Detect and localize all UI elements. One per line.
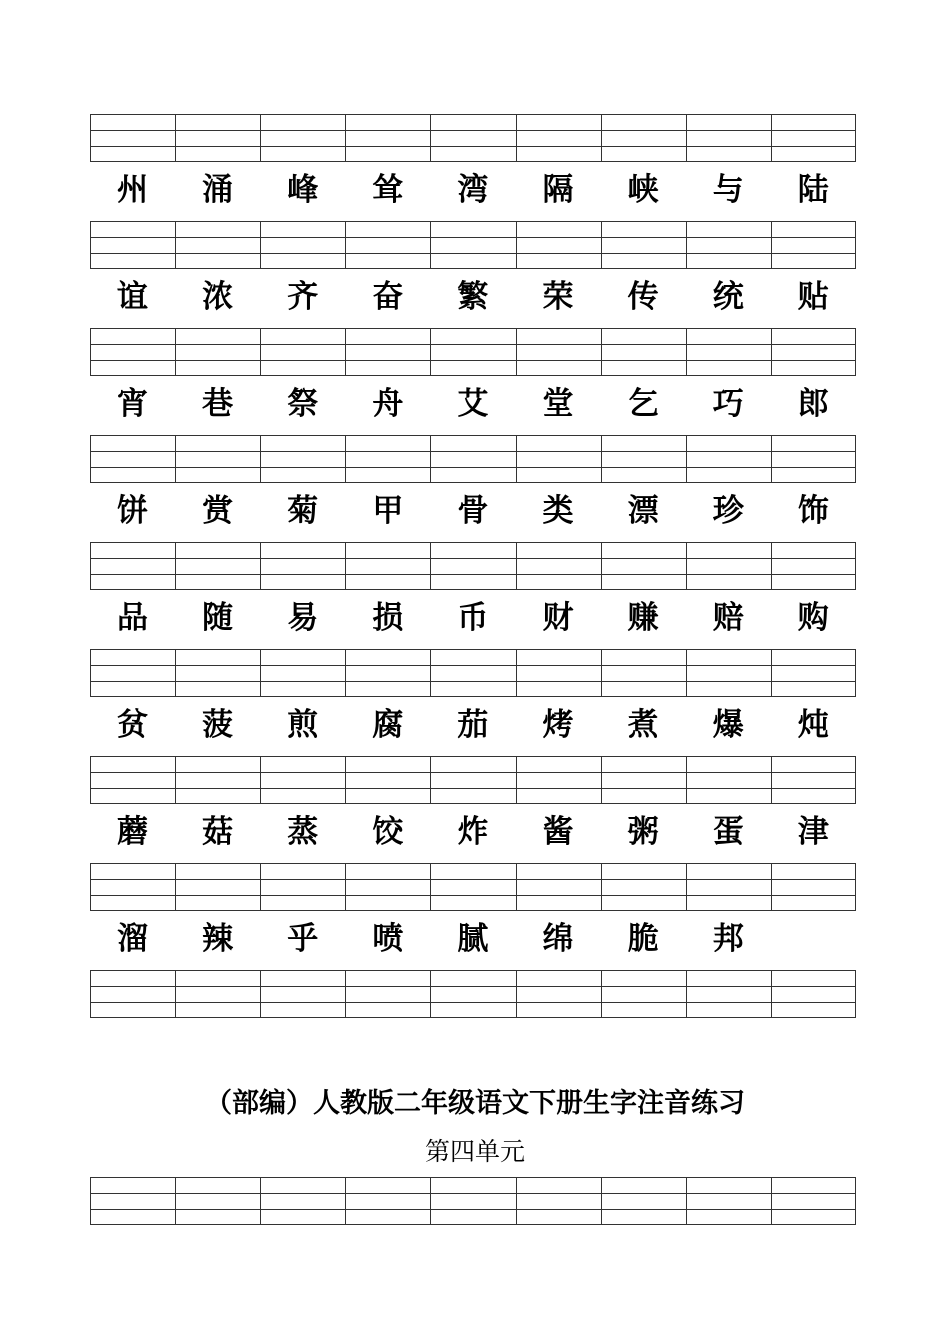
grid-line <box>686 864 687 910</box>
grid-line <box>175 329 176 375</box>
character-cell: 漂 <box>627 492 659 529</box>
grid-line <box>771 650 772 696</box>
grid-line <box>91 1193 855 1194</box>
grid-line <box>771 1178 772 1224</box>
grid-line <box>345 543 346 589</box>
character-cell: 粥 <box>627 813 659 850</box>
character-cell: 财 <box>542 599 574 636</box>
pinyin-grid <box>90 756 856 804</box>
grid-line <box>91 558 855 559</box>
grid-line <box>771 436 772 482</box>
grid-line <box>91 451 855 452</box>
grid-line <box>430 329 431 375</box>
character-cell: 齐 <box>287 278 319 315</box>
character-cell: 币 <box>457 599 489 636</box>
character-row <box>90 806 856 858</box>
grid-line <box>260 971 261 1017</box>
character-cell: 茄 <box>457 706 489 743</box>
grid-line <box>345 864 346 910</box>
character-cell: 荣 <box>542 278 574 315</box>
character-cell: 堂 <box>542 385 574 422</box>
character-cell: 菊 <box>287 492 319 529</box>
character-row <box>90 913 856 965</box>
grid-line <box>601 971 602 1017</box>
grid-line <box>771 543 772 589</box>
grid-line <box>345 329 346 375</box>
grid-line <box>175 971 176 1017</box>
character-cell: 购 <box>797 599 829 636</box>
grid-line <box>601 436 602 482</box>
character-cell: 乞 <box>627 385 659 422</box>
character-cell: 乎 <box>287 920 319 957</box>
grid-line <box>686 436 687 482</box>
character-cell: 喷 <box>372 920 404 957</box>
grid-line <box>91 681 855 682</box>
grid-line <box>91 146 855 147</box>
character-cell: 饰 <box>797 492 829 529</box>
character-cell <box>771 913 856 965</box>
grid-line <box>345 436 346 482</box>
character-cell: 绵 <box>542 920 574 957</box>
grid-line <box>260 650 261 696</box>
character-cell: 煎 <box>287 706 319 743</box>
grid-line <box>345 757 346 803</box>
character-cell: 艾 <box>457 385 489 422</box>
character-cell: 祭 <box>287 385 319 422</box>
character-cell: 饼 <box>117 492 149 529</box>
grid-line <box>601 650 602 696</box>
character-cell: 损 <box>372 599 404 636</box>
grid-line <box>260 436 261 482</box>
grid-line <box>91 574 855 575</box>
grid-line <box>345 650 346 696</box>
pinyin-grid <box>90 1177 856 1225</box>
grid-line <box>345 222 346 268</box>
character-cell: 溜 <box>117 920 149 957</box>
grid-line <box>91 788 855 789</box>
grid-line <box>91 895 855 896</box>
grid-line <box>516 436 517 482</box>
grid-line <box>91 237 855 238</box>
character-cell: 腻 <box>457 920 489 957</box>
pinyin-grid <box>90 114 856 162</box>
character-cell: 爆 <box>712 706 744 743</box>
grid-line <box>345 1178 346 1224</box>
grid-line <box>91 665 855 666</box>
character-cell: 蛋 <box>712 813 744 850</box>
grid-line <box>686 543 687 589</box>
character-cell: 邦 <box>712 920 744 957</box>
grid-line <box>91 253 855 254</box>
grid-line <box>686 115 687 161</box>
grid-line <box>686 971 687 1017</box>
grid-line <box>601 757 602 803</box>
character-cell: 炸 <box>457 813 489 850</box>
grid-line <box>516 115 517 161</box>
grid-line <box>175 436 176 482</box>
grid-line <box>91 1002 855 1003</box>
grid-line <box>516 543 517 589</box>
character-cell: 脆 <box>627 920 659 957</box>
character-cell: 蒸 <box>287 813 319 850</box>
grid-line <box>430 864 431 910</box>
character-cell: 菠 <box>202 706 234 743</box>
character-cell: 贫 <box>117 706 149 743</box>
grid-line <box>601 115 602 161</box>
character-cell: 赏 <box>202 492 234 529</box>
grid-line <box>430 1178 431 1224</box>
character-cell: 陆 <box>797 171 829 208</box>
pinyin-grid <box>90 649 856 697</box>
grid-line <box>430 115 431 161</box>
grid-line <box>601 543 602 589</box>
grid-line <box>260 1178 261 1224</box>
character-cell: 谊 <box>117 278 149 315</box>
character-cell: 峰 <box>287 171 319 208</box>
grid-line <box>430 971 431 1017</box>
character-row <box>90 699 856 751</box>
grid-line <box>430 650 431 696</box>
pinyin-grid <box>90 221 856 269</box>
character-cell: 随 <box>202 599 234 636</box>
grid-line <box>601 864 602 910</box>
grid-line <box>686 650 687 696</box>
grid-line <box>260 115 261 161</box>
grid-line <box>601 1178 602 1224</box>
character-cell: 巷 <box>202 385 234 422</box>
character-cell: 贴 <box>797 278 829 315</box>
grid-line <box>175 1178 176 1224</box>
pinyin-grid <box>90 970 856 1018</box>
character-cell: 炖 <box>797 706 829 743</box>
grid-line <box>91 360 855 361</box>
character-cell: 涌 <box>202 171 234 208</box>
character-cell: 宵 <box>117 385 149 422</box>
grid-line <box>345 971 346 1017</box>
grid-line <box>771 329 772 375</box>
character-cell: 蘑 <box>117 813 149 850</box>
grid-line <box>771 757 772 803</box>
grid-line <box>686 1178 687 1224</box>
grid-line <box>601 329 602 375</box>
character-row <box>90 378 856 430</box>
grid-line <box>430 222 431 268</box>
grid-line <box>260 864 261 910</box>
character-cell: 耸 <box>372 171 404 208</box>
grid-line <box>516 222 517 268</box>
grid-line <box>686 329 687 375</box>
grid-line <box>91 772 855 773</box>
character-cell: 甲 <box>372 492 404 529</box>
grid-line <box>771 115 772 161</box>
character-cell: 赚 <box>627 599 659 636</box>
grid-line <box>91 1209 855 1210</box>
character-cell: 峡 <box>627 171 659 208</box>
grid-line <box>91 986 855 987</box>
character-cell: 菇 <box>202 813 234 850</box>
grid-line <box>516 1178 517 1224</box>
grid-line <box>516 329 517 375</box>
character-cell: 煮 <box>627 706 659 743</box>
grid-line <box>771 864 772 910</box>
character-cell: 隔 <box>542 171 574 208</box>
grid-line <box>260 222 261 268</box>
grid-line <box>91 344 855 345</box>
character-cell: 繁 <box>457 278 489 315</box>
grid-line <box>771 222 772 268</box>
grid-line <box>601 222 602 268</box>
character-cell: 腐 <box>372 706 404 743</box>
character-cell: 易 <box>287 599 319 636</box>
character-cell: 州 <box>117 171 149 208</box>
grid-line <box>516 757 517 803</box>
grid-line <box>686 757 687 803</box>
pinyin-grid <box>90 542 856 590</box>
character-cell: 湾 <box>457 171 489 208</box>
character-cell: 巧 <box>712 385 744 422</box>
grid-line <box>516 650 517 696</box>
pinyin-grid <box>90 435 856 483</box>
character-cell: 舟 <box>372 385 404 422</box>
character-cell: 类 <box>542 492 574 529</box>
character-cell: 津 <box>797 813 829 850</box>
character-cell: 奋 <box>372 278 404 315</box>
character-cell: 统 <box>712 278 744 315</box>
character-cell: 赔 <box>712 599 744 636</box>
character-cell: 浓 <box>202 278 234 315</box>
grid-line <box>91 467 855 468</box>
character-row <box>90 271 856 323</box>
character-cell: 酱 <box>542 813 574 850</box>
pinyin-grid <box>90 328 856 376</box>
character-cell: 辣 <box>202 920 234 957</box>
grid-line <box>516 971 517 1017</box>
grid-line <box>771 971 772 1017</box>
character-cell: 烤 <box>542 706 574 743</box>
grid-line <box>91 130 855 131</box>
grid-line <box>175 222 176 268</box>
character-row <box>90 485 856 537</box>
grid-line <box>430 436 431 482</box>
character-cell: 饺 <box>372 813 404 850</box>
grid-line <box>516 864 517 910</box>
grid-line <box>686 222 687 268</box>
character-cell: 珍 <box>712 492 744 529</box>
character-cell: 郎 <box>797 385 829 422</box>
grid-line <box>175 115 176 161</box>
document-title: （部编）人教版二年级语文下册生字注音练习 <box>205 1088 745 1119</box>
grid-line <box>430 543 431 589</box>
unit-title: 第四单元 <box>424 1137 525 1166</box>
grid-line <box>430 757 431 803</box>
grid-line <box>260 329 261 375</box>
grid-line <box>345 115 346 161</box>
grid-line <box>175 650 176 696</box>
character-cell: 品 <box>117 599 149 636</box>
grid-line <box>260 543 261 589</box>
grid-line <box>175 864 176 910</box>
grid-line <box>175 543 176 589</box>
grid-line <box>260 757 261 803</box>
character-cell: 与 <box>712 171 744 208</box>
character-row <box>90 164 856 216</box>
character-cell: 传 <box>627 278 659 315</box>
grid-line <box>91 879 855 880</box>
character-row <box>90 592 856 644</box>
character-cell: 骨 <box>457 492 489 529</box>
grid-line <box>175 757 176 803</box>
pinyin-grid <box>90 863 856 911</box>
